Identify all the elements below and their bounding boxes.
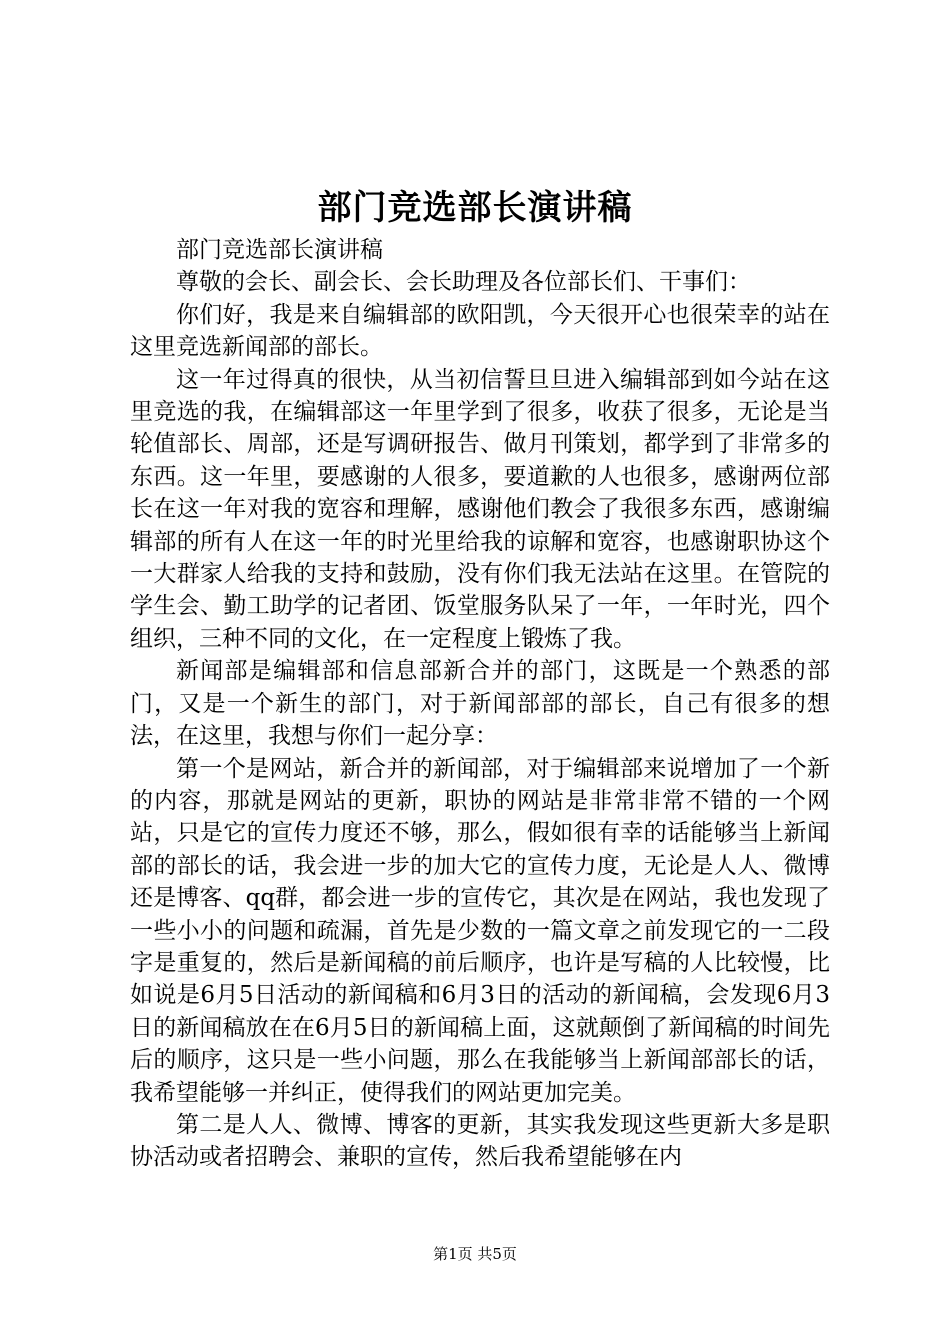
- document-title: 部门竞选部长演讲稿: [317, 188, 633, 228]
- paragraph-social-media-plan: 第二是人人、微博、博客的更新，其实我发现这些更新大多是职协活动或者招聘会、兼职的宣传，然后我希望能够在内: [130, 1111, 830, 1171]
- document-body: [130, 234, 830, 1174]
- paragraph-heading: 部门竞选部长演讲稿: [176, 237, 383, 263]
- paragraph-salutation: 尊敬的会长、副会长、会长助理及各位部长们、干事们：: [176, 269, 751, 296]
- paragraph-department-intro: 新闻部是编辑部和信息部新合并的部门，这既是一个熟悉的部门，又是一个新生的部门，对于新闻部部的部长，自己有很多的想法，在这里，我想与你们一起分享：: [130, 658, 830, 750]
- paragraph-reflection: 这一年过得真的很快，从当初信誓旦旦进入编辑部到如今站在这里竞选的我，在编辑部这一年里学到了很多，收获了很多，无论是当轮值部长、周部，还是写调研报告、做月刊策划，都学到了非常多的东西。这一年里，要感谢的人很多，要道歉的人也很多，感谢两位部长在这一年对我的宽容和理解，感谢他们教会了我很多东西，感谢编辑部的所有人在这一年的时光里给我的谅解和宽容，也感谢职协这个一大群家人给我的支持和鼓励，没有你们我无法站在这里。在管院的学生会、勤工助学的记者团、饭堂服务队呆了一年，一年时光，四个组织，三种不同的文化，在一定程度上锻炼了我。: [130, 366, 830, 652]
- paragraph-greeting: 你们好，我是来自编辑部的欧阳凯，今天很开心也很荣幸的站在这里竞选新闻部的部长。: [130, 301, 830, 361]
- paragraph-website-plan: 第一个是网站，新合并的新闻部，对于编辑部来说增加了一个新的内容，那就是网站的更新，职协的网站是非常非常不错的一个网站，只是它的宣传力度还不够，那么，假如很有幸的话能够当上新闻部的部长的话，我会进一步的加大它的宣传力度，无论是人人、微博还是博客、qq群，都会进一步的宣传它，其次是在网站，我也发现了一些小小的问题和疏漏，首先是少数的一篇文章之前发现它的一二段字是重复的，然后是新闻稿的前后顺序，也许是写稿的人比较慢，比如说是6月5日活动的新闻稿和6月3日的活动的新闻稿，会发现6月3日的新闻稿放在在6月5日的新闻稿上面，这就颠倒了新闻稿的时间先后的顺序，这只是一些小问题，那么在我能够当上新闻部部长的话，我希望能够一并纠正，使得我们的网站更加完美。: [130, 755, 830, 1106]
- page-footer: 第1页 共5页: [433, 1245, 517, 1263]
